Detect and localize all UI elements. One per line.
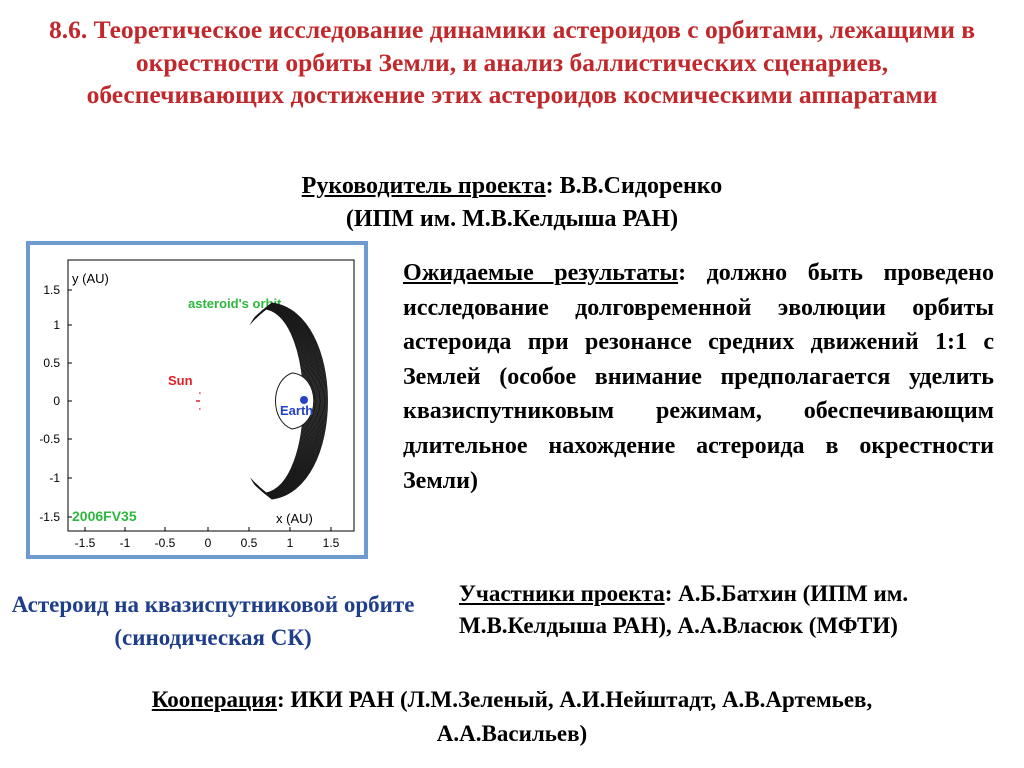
- participants-label: Участники проекта: [459, 581, 665, 606]
- y-tick-label: -0.5: [39, 432, 60, 446]
- y-ticks: [39, 283, 72, 524]
- x-tick-label: -1: [119, 536, 131, 550]
- orbit-plot: [30, 245, 364, 555]
- results-label: Ожидаемые результаты: [403, 260, 679, 286]
- y-axis-label: y (AU): [72, 271, 109, 286]
- participants-text: : А.Б.Батхин (ИПМ им. М.В.Келдыша РАН), А.А.Власюк (МФТИ): [459, 581, 909, 638]
- slide-title: 8.6. Теоретическое исследование динамики астероидов с орбитами, лежащими в окрестности орбиты Земли, и анализ баллистических сценариев, обеспечивающих достижение этих астероидов космическими аппаратами: [48, 15, 976, 109]
- x-tick-label: 0.5: [240, 536, 258, 550]
- x-tick-label: 1.5: [322, 536, 340, 550]
- asteroid-orbit: [200, 303, 328, 499]
- x-tick-label: -0.5: [154, 536, 176, 550]
- x-tick-label: 0: [204, 536, 212, 550]
- orbit-cut: [200, 315, 256, 487]
- x-ticks: [75, 527, 340, 550]
- y-tick-label: 0.5: [43, 356, 60, 370]
- leader-affiliation: (ИПМ им. М.В.Келдыша РАН): [345, 206, 679, 232]
- object-label: 2006FV35: [72, 508, 137, 524]
- figure-caption: Астероид на квазиспутниковой орбите (синодическая СК): [11, 592, 415, 650]
- cooperation-text-2: А.А.Васильев): [436, 721, 588, 746]
- y-tick-label: 1.5: [43, 283, 60, 297]
- x-tick-label: -1.5: [74, 536, 96, 550]
- leader-label: Руководитель проекта: [301, 173, 546, 199]
- cooperation: [0, 683, 1024, 751]
- results-text: : должно быть проведено исследование долговременной эволюции орбиты астероида при резонансе средних движений 1:1 с Землей (особое внимание предполагается уделить квазиспутниковым режимам, обеспечивающим длительное нахождение астероида в окрестности Земли): [403, 260, 994, 494]
- sun-label: Sun: [168, 373, 193, 388]
- y-tick-label: 0: [53, 394, 60, 408]
- cooperation-text: : ИКИ РАН (Л.М.Зеленый, А.И.Нейштадт, А.В.Артемьев,: [277, 687, 873, 712]
- x-axis-label: x (AU): [276, 511, 313, 526]
- y-tick-label: -1: [49, 471, 60, 485]
- x-tick-label: 1: [286, 536, 294, 550]
- orbit-figure: [26, 241, 368, 559]
- project-leader: [0, 170, 1024, 236]
- cooperation-label: Кооперация: [151, 687, 277, 712]
- project-participants: [459, 578, 979, 641]
- y-tick-label: -1.5: [39, 510, 60, 524]
- y-tick-label: 1: [53, 318, 60, 332]
- leader-name: : В.В.Сидоренко: [545, 173, 723, 199]
- expected-results: [403, 256, 994, 498]
- orbit-label: asteroid's orbit: [188, 296, 282, 311]
- earth-label: Earth: [280, 403, 314, 418]
